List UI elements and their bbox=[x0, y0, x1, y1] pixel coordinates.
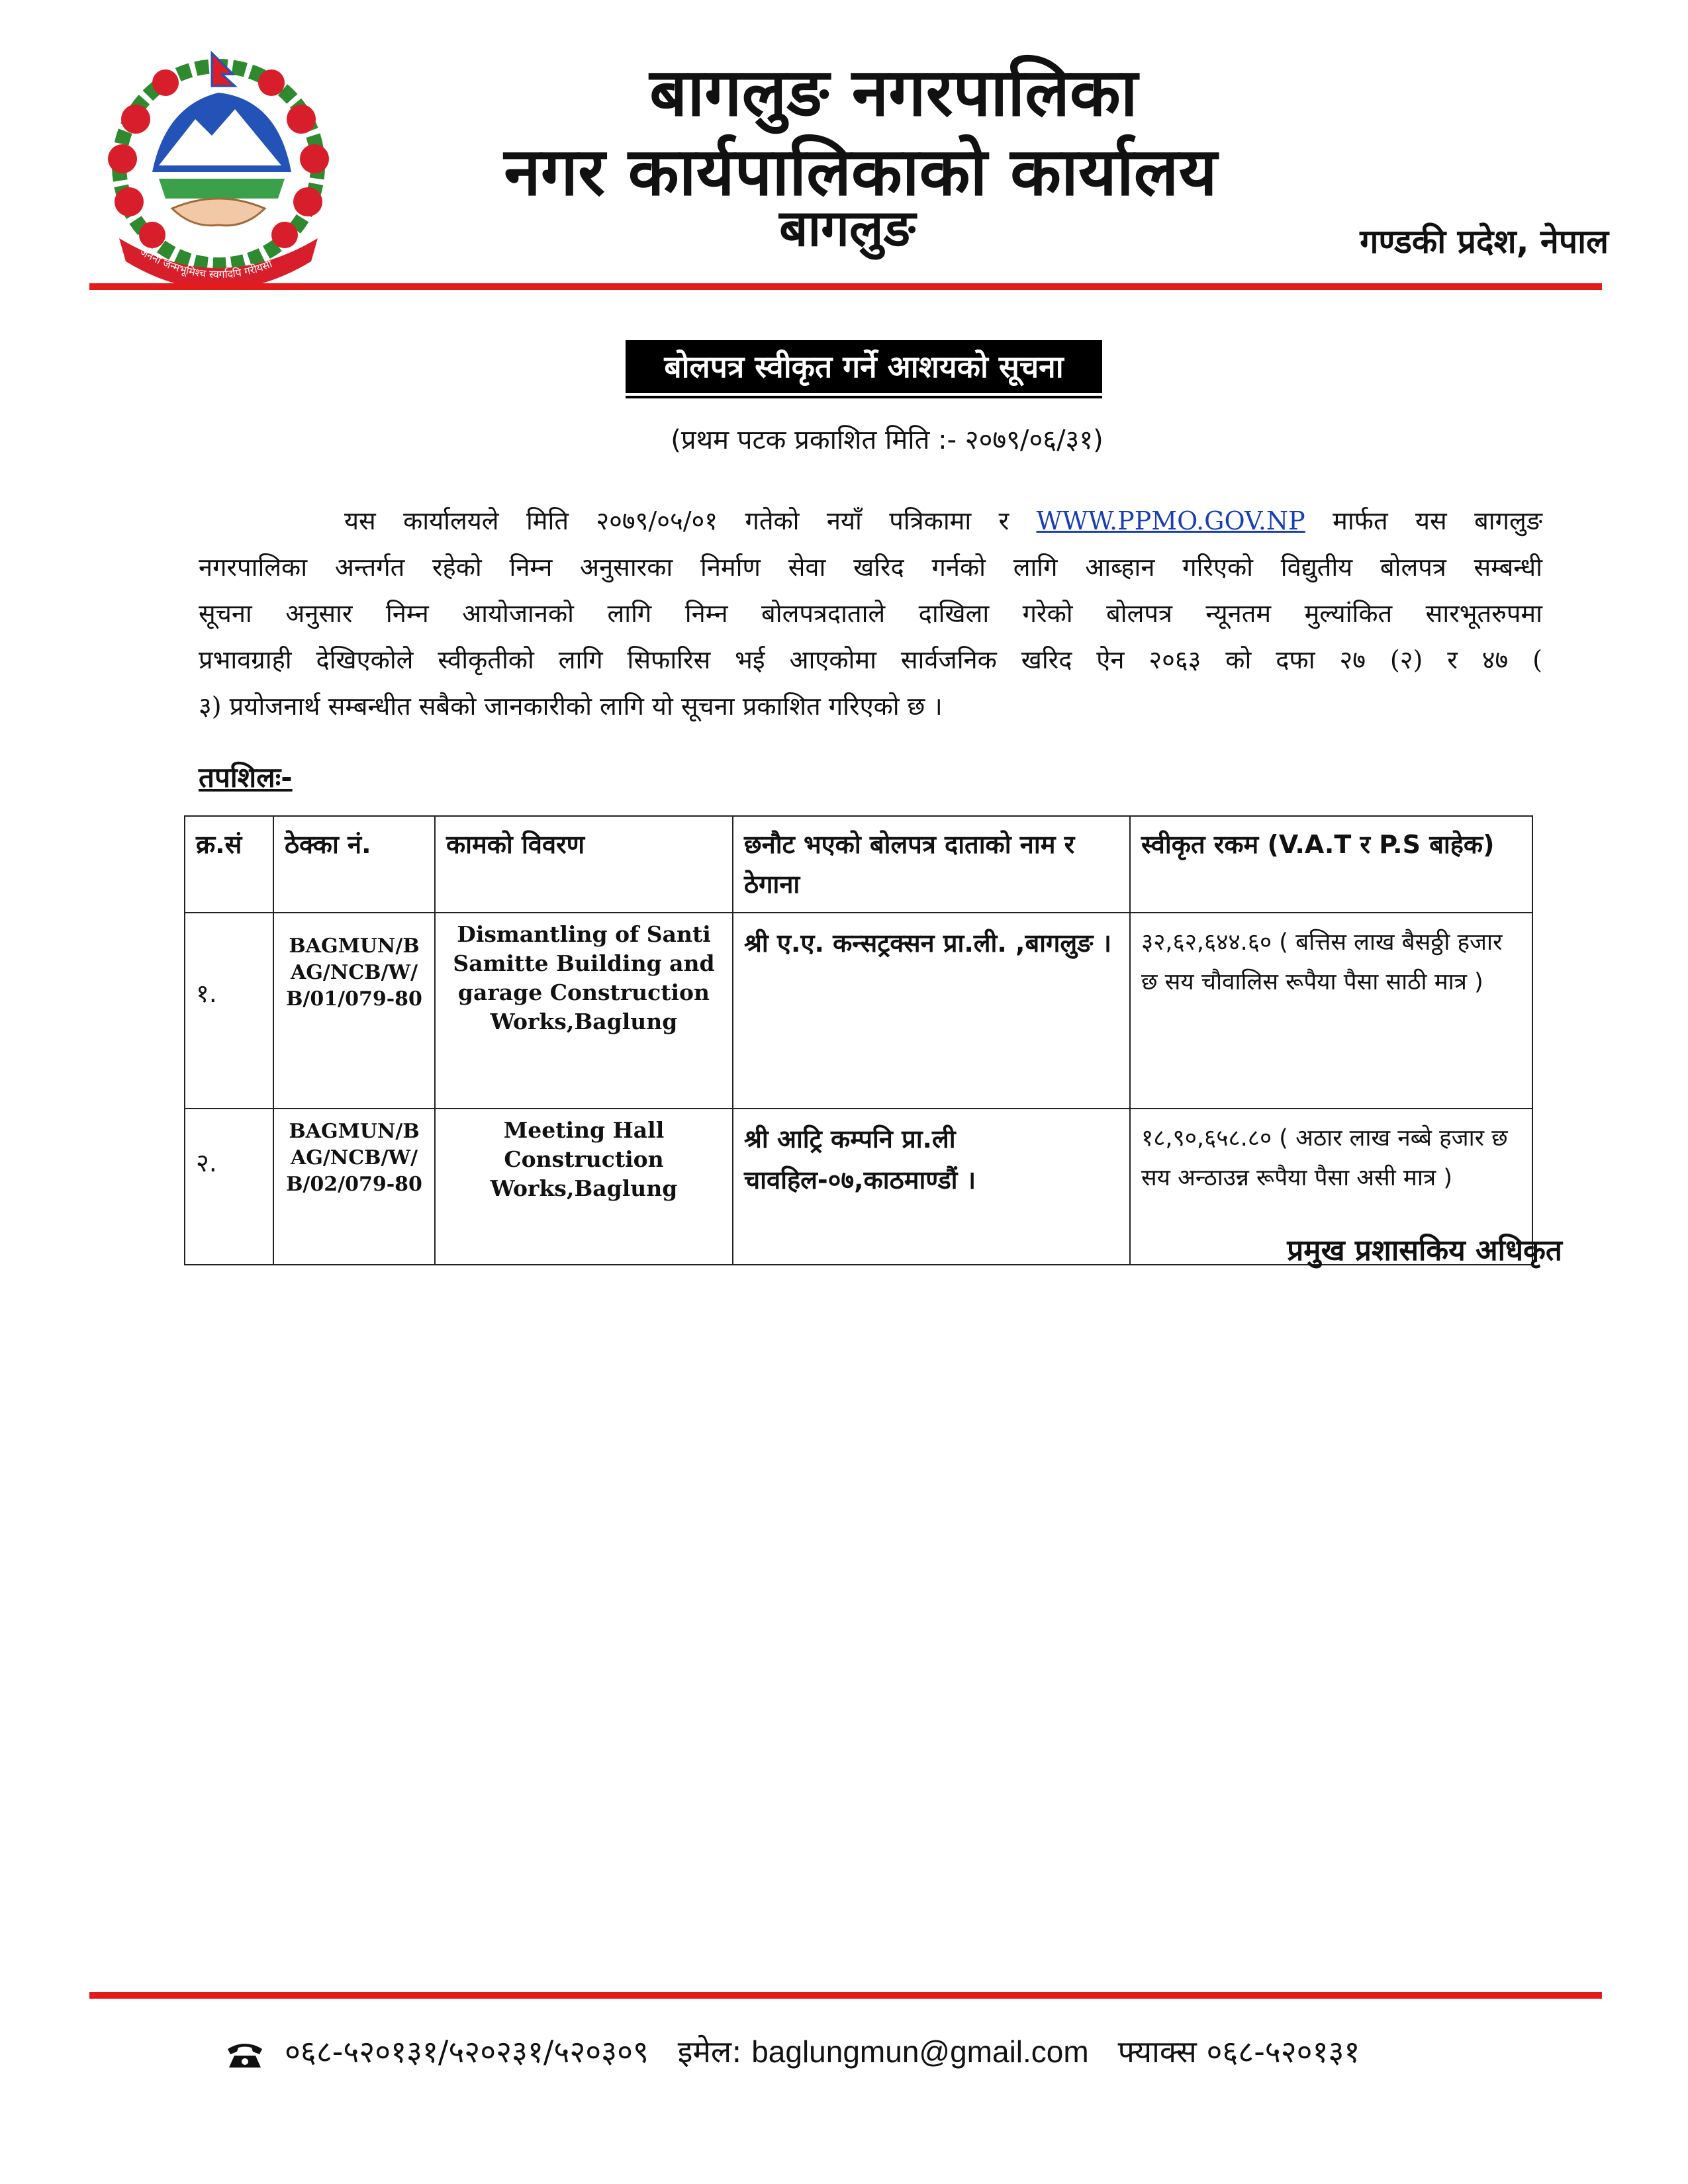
header-work: कामको विवरण bbox=[435, 816, 733, 913]
ppmo-link[interactable]: WWW.PPMO.GOV.NP bbox=[1036, 506, 1305, 535]
row-contract-no: BAGMUN/BAG/NCB/W/B/02/079-80 bbox=[273, 1109, 435, 1265]
handshake-icon bbox=[172, 199, 265, 226]
body-line-5: ३) प्रयोजनार्थ सम्बन्धीत सबैको जानकारीको लागि यो सूचना प्रकाशित गरिएको छ । bbox=[199, 692, 943, 721]
nepal-emblem-icon bbox=[79, 46, 357, 285]
bid-table bbox=[184, 815, 1533, 1265]
footer-divider bbox=[89, 1992, 1602, 1999]
footer-phone: ०६८-५२०१३१/५२०२३१/५२०३०९ bbox=[285, 2034, 649, 2070]
footer-email[interactable]: baglungmun@gmail.com bbox=[751, 2034, 1089, 2069]
emblem-motto: जननी जन्मभूमिश्च स्वर्गादपि गरीयसी bbox=[138, 245, 274, 281]
header-bidder: छनौट भएको बोलपत्र दाताको नाम र ठेगाना bbox=[733, 816, 1130, 913]
row-work: Meeting Hall Construction Works,Baglung bbox=[435, 1109, 733, 1265]
footer-fax-label: फ्याक्स bbox=[1117, 2034, 1197, 2070]
municipality-title: बागलुङ नगरपालिका bbox=[649, 54, 1138, 131]
notice-title: बोलपत्र स्वीकृत गर्ने आशयको सूचना bbox=[626, 340, 1102, 396]
office-title: नगर कार्यपालिकाको कार्यालय bbox=[504, 133, 1217, 210]
table-row bbox=[185, 913, 1532, 1109]
table-header-row bbox=[185, 816, 1532, 913]
row-sn: १. bbox=[185, 913, 273, 1109]
row-sn: २. bbox=[185, 1109, 273, 1265]
details-label: तपशिलः- bbox=[199, 761, 293, 794]
row-contract-no: BAGMUN/BAG/NCB/W/B/01/079-80 bbox=[273, 913, 435, 1109]
header-sn: क्र.सं bbox=[185, 816, 273, 913]
footer-fax: ०६८-५२०१३१ bbox=[1206, 2034, 1360, 2070]
footer-contact bbox=[225, 2022, 1549, 2081]
body-line-3: सूचना अनुसार निम्न आयोजानको लागि निम्न बोलपत्रदाताले दाखिला गरेको बोलपत्र न्यूनतम मुल्यांकित सारभूतरुपमा bbox=[199, 599, 1542, 628]
header-divider bbox=[89, 283, 1602, 290]
row-work: Dismantling of Santi Samitte Building and garage Construction Works,Baglung bbox=[435, 913, 733, 1109]
body-line-4: प्रभावग्राही देखिएकोले स्वीकृतीको लागि सिफारिस भई आएकोमा सार्वजनिक खरिद ऐन २०६३ को दफा २७ (२) र ४७ ( bbox=[199, 645, 1542, 674]
header-contract-no: ठेक्का नं. bbox=[273, 816, 435, 913]
publish-date: (प्रथम पटक प्रकाशित मिति :- २०७९/०६/३१) bbox=[671, 425, 1103, 455]
row-amount: १८,९०,६५८.८० ( अठार लाख नब्बे हजार छ सय अन्ठाउन्न रूपैया पैसा असी मात्र ) bbox=[1130, 1109, 1532, 1265]
footer-email-label: इमेल: bbox=[677, 2034, 742, 2070]
header-amount: स्वीकृत रकम (V.A.T र P.S बाहेक) bbox=[1130, 816, 1532, 913]
row-amount: ३२,६२,६४४.६० ( बत्तिस लाख बैसठ्ठी हजार छ सय चौवालिस रूपैया पैसा साठी मात्र ) bbox=[1130, 913, 1532, 1109]
province-label: गण्डकी प्रदेश, नेपाल bbox=[1360, 222, 1609, 261]
signatory-title: प्रमुख प्रशासकिय अधिकृत bbox=[1287, 1234, 1562, 1267]
office-location: बागलुङ bbox=[779, 199, 915, 257]
telephone-icon bbox=[225, 2040, 265, 2069]
body-line-2: नगरपालिका अन्तर्गत रहेको निम्न अनुसारका निर्माण सेवा खरिद गर्नको लागि आब्हान गरिएको विद्युतीय बोलपत्र सम्बन्धी bbox=[199, 553, 1543, 582]
mountain-icon bbox=[152, 93, 291, 199]
row-bidder: श्री ए.ए. कन्सट्रक्सन प्रा.ली. ,बागलुङ । bbox=[733, 913, 1130, 1109]
flag-icon bbox=[212, 53, 235, 86]
row-bidder: श्री आट्रि कम्पनि प्रा.ली चावहिल-०७,काठमाण्डौं । bbox=[733, 1109, 1130, 1265]
body-line-1: यस कार्यालयले मिति २०७९/०५/०१ गतेको नयाँ पत्रिकामा र WWW.PPMO.GOV.NP मार्फत यस बागलुङ bbox=[344, 506, 1542, 535]
